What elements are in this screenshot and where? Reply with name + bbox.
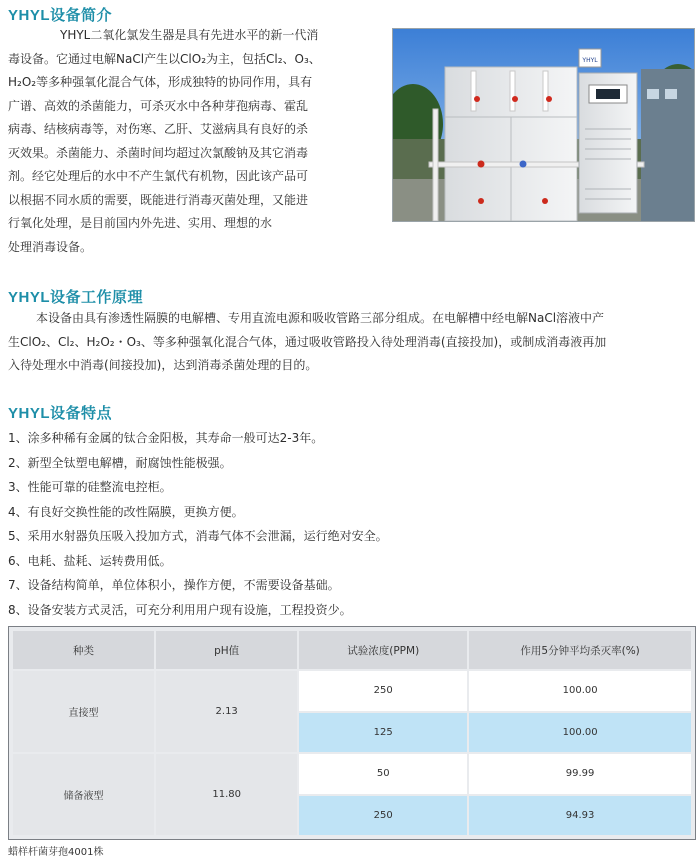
kill-rate-cell: 100.00: [469, 713, 691, 753]
feature-item: 6、电耗、盐耗、运转费用低。: [8, 553, 172, 568]
principle-title: YHYL设备工作原理: [8, 289, 144, 306]
kill-rate-cell: 94.93: [469, 796, 691, 836]
intro-line: H₂O₂等多种强氧化混合气体，形成独特的协同作用，具有: [8, 75, 313, 89]
ph-cell: 2.13: [156, 671, 297, 752]
intro-line: YHYL二氧化氯发生器是具有先进水平的新一代消: [60, 28, 319, 42]
principle-line: 入待处理水中消毒(间接投加)，达到消毒杀菌处理的目的。: [8, 358, 318, 372]
test-results-table: [8, 626, 696, 840]
concentration-cell: 50: [299, 754, 467, 794]
feature-item: 1、涂多种稀有金属的钛合金阳极，其寿命一般可达2-3年。: [8, 431, 324, 445]
header-ph: pH值: [156, 631, 297, 669]
header-kill-rate: 作用5分钟平均杀灭率(%): [469, 631, 691, 669]
cabinet-sign-text: YHYL: [582, 57, 598, 64]
intro-line: 以根据不同水质的需要，既能进行消毒灭菌处理，又能进: [8, 192, 309, 207]
kill-rate-cell: 100.00: [469, 671, 691, 711]
principle-line: 生ClO₂、Cl₂、H₂O₂・O₃、等多种强氧化混合气体，通过吸收管路投入待处理消毒(直接投加)，或制成消毒液再加: [8, 334, 607, 349]
features-title: YHYL设备特点: [8, 405, 113, 422]
table-footnote: 蜡样杆菌芽孢4001株: [8, 847, 104, 858]
feature-item: 3、性能可靠的硅整流电控柜。: [8, 480, 172, 494]
feature-item: 5、采用水射器负压吸入投加方式，消毒气体不会泄漏，运行绝对安全。: [8, 529, 388, 543]
table-row: [13, 671, 691, 711]
feature-item: 7、设备结构简单，单位体积小，操作方便，不需要设备基础。: [8, 578, 340, 592]
feature-item: 4、有良好交换性能的改性隔膜，更换方便。: [8, 504, 244, 519]
intro-line: 剂。经它处理后的水中不产生氯代有机物，因此该产品可: [8, 169, 309, 183]
table-header-row: [13, 631, 691, 669]
intro-line: 病毒、结核病毒等，对伤寒、乙肝、艾滋病具有良好的杀: [8, 122, 309, 136]
concentration-cell: 250: [299, 671, 467, 711]
intro-line: 行氧化处理，是目前国内外先进、实用、理想的水: [8, 216, 273, 230]
product-photo: [392, 28, 695, 222]
type-cell: 储备液型: [13, 754, 154, 835]
concentration-cell: 250: [299, 796, 467, 836]
intro-paragraph: [8, 24, 392, 259]
intro-line: 广谱、高效的杀菌能力，可杀灭水中各种芽孢病毒、霍乱: [8, 98, 309, 113]
feature-item: 8、设备安装方式灵活，可充分利用用户现有设施，工程投资少。: [8, 602, 352, 617]
ph-cell: 11.80: [156, 754, 297, 835]
table-row: [13, 754, 691, 794]
intro-line: 灭效果。杀菌能力、杀菌时间均超过次氯酸钠及其它消毒: [8, 145, 309, 160]
intro-line: 毒设备。它通过电解NaCl产生以ClO₂为主，包括Cl₂、O₃、: [8, 51, 321, 66]
principle-paragraph: [8, 307, 696, 378]
header-concentration: 试验浓度(PPM): [299, 631, 467, 669]
type-cell: 直接型: [13, 671, 154, 752]
intro-line: 处理消毒设备。: [8, 239, 93, 254]
features-list: [8, 426, 696, 622]
concentration-cell: 125: [299, 713, 467, 753]
intro-title: YHYL设备简介: [8, 7, 113, 24]
kill-rate-cell: 99.99: [469, 754, 691, 794]
header-type: 种类: [13, 631, 154, 669]
principle-line: 本设备由具有渗透性隔膜的电解槽、专用直流电源和吸收管路三部分组成。在电解槽中经电解NaCl溶液中产: [36, 311, 605, 325]
feature-item: 2、新型全钛塑电解槽，耐腐蚀性能极强。: [8, 455, 232, 470]
